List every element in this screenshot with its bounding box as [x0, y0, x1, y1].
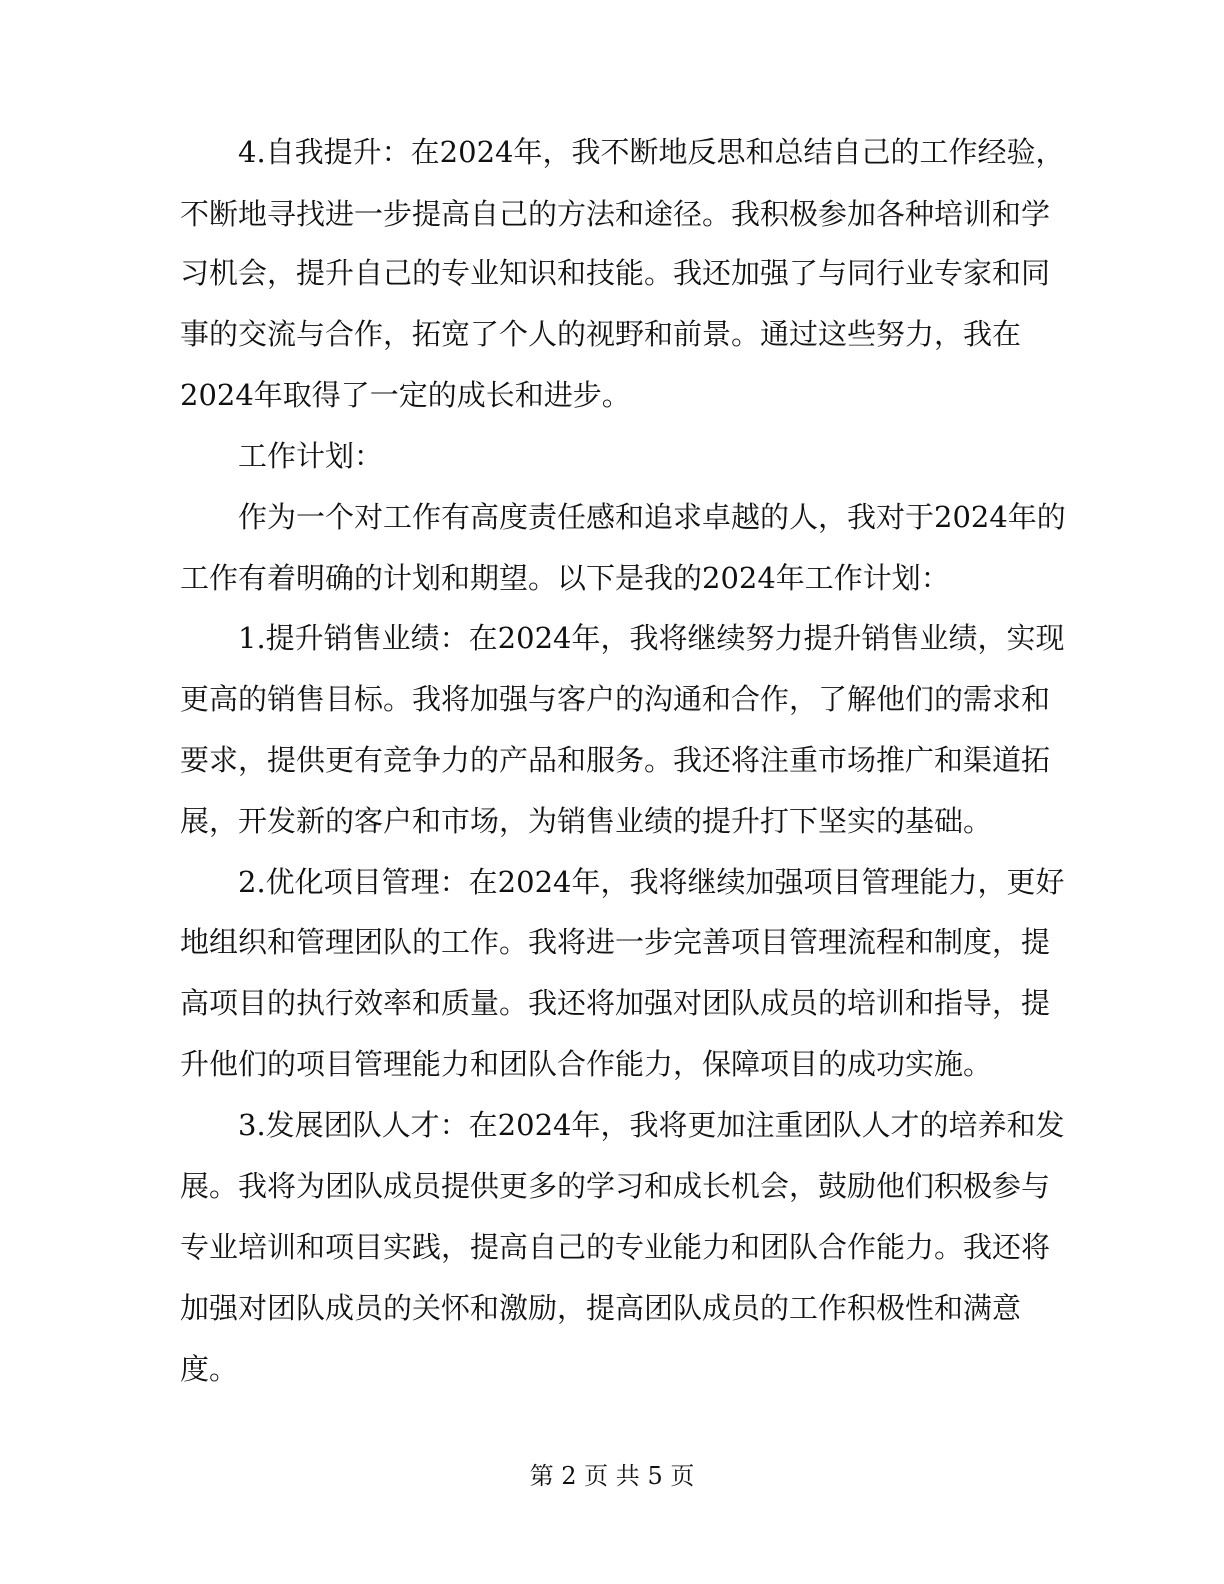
text-line: 地组织和管理团队的工作。我将进一步完善项目管理流程和制度，提 — [180, 925, 1051, 959]
text-line: 事的交流与合作，拓宽了个人的视野和前景。通过这些努力，我在 — [180, 317, 1022, 351]
text-line: 升他们的项目管理能力和团队合作能力，保障项目的成功实施。 — [180, 1047, 993, 1081]
text-line: 度。 — [180, 1352, 239, 1386]
text-line: 加强对团队成员的关怀和激励，提高团队成员的工作积极性和满意 — [180, 1291, 1022, 1325]
page-footer: 第 2 页 共 5 页 — [529, 1462, 695, 1490]
text-line: 专业培训和项目实践，提高自己的专业能力和团队合作能力。我还将 — [180, 1230, 1051, 1264]
text-line: 3.发展团队人才：在2024年，我将更加注重团队人才的培养和发 — [238, 1108, 1065, 1142]
text-line: 高项目的执行效率和质量。我还将加强对团队成员的培训和指导，提 — [180, 986, 1051, 1020]
text-line: 不断地寻找进一步提高自己的方法和途径。我积极参加各种培训和学 — [180, 197, 1051, 231]
section-heading: 工作计划： — [238, 439, 384, 473]
text-line: 更高的销售目标。我将加强与客户的沟通和合作，了解他们的需求和 — [180, 682, 1051, 716]
text-line: 工作有着明确的计划和期望。以下是我的2024年工作计划： — [180, 561, 950, 595]
text-line: 展。我将为团队成员提供更多的学习和成长机会，鼓励他们积极参与 — [180, 1169, 1051, 1203]
text-line: 要求，提供更有竞争力的产品和服务。我还将注重市场推广和渠道拓 — [180, 743, 1051, 777]
text-line: 4.自我提升：在2024年，我不断地反思和总结自己的工作经验， — [238, 135, 1065, 169]
text-line: 作为一个对工作有高度责任感和追求卓越的人，我对于2024年的 — [238, 500, 1066, 534]
text-line: 展，开发新的客户和市场，为销售业绩的提升打下坚实的基础。 — [180, 804, 993, 838]
text-line: 1.提升销售业绩：在2024年，我将继续努力提升销售业绩，实现 — [238, 621, 1065, 655]
text-line: 2024年取得了一定的成长和进步。 — [180, 378, 631, 412]
text-line: 2.优化项目管理：在2024年，我将继续加强项目管理能力，更好 — [238, 865, 1065, 899]
text-line: 习机会，提升自己的专业知识和技能。我还加强了与同行业专家和同 — [180, 256, 1051, 290]
